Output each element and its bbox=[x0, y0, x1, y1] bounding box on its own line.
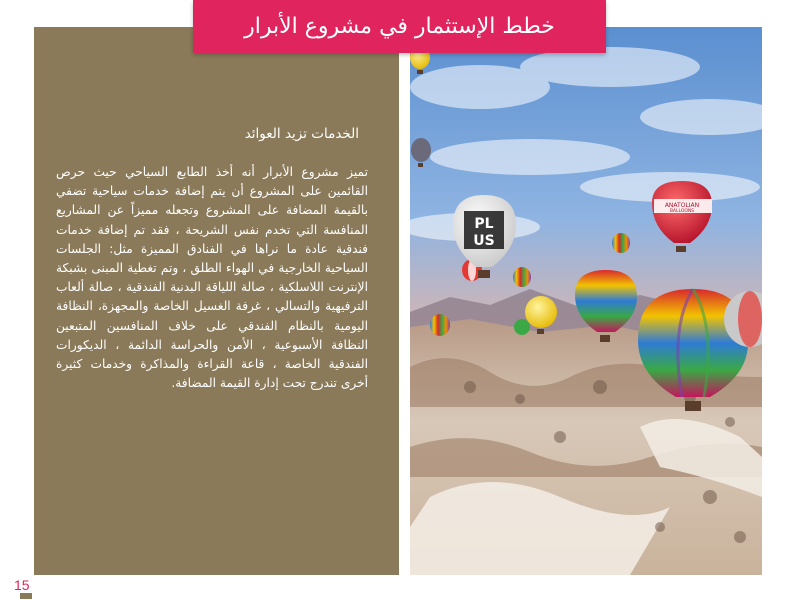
text-panel bbox=[34, 27, 399, 575]
page-title bbox=[193, 0, 606, 53]
page-number: 15 bbox=[14, 577, 30, 593]
anatolian-balloon-text-1: ANATOLIAN bbox=[664, 202, 700, 209]
article-body: تميز مشروع الأبرار أنه أخذ الطابع السياحي حيث حرص القائمين على المشروع أن يتم إضافة خدمات سياحية تضفي بالقيمة المضافة على المشروع وتجعله مميزاً عن المشاريع المنافسة التي تخدم نفس الشريحة ، فقد تم إضافة خدمات فندقية عادة ما نراها في الفنادق المميزة مثل: الجلسات السياحية الخارجية في الهواء الطلق ، وتم تغطية المبنى بشبكة الإنترنت اللاسلكية ، صالة اللياقة البدنية الفندقية ، صالة ألعاب الترفيهية والتسالي ، غرفة الغسيل الخاصة والمجهزة، النظافة اليومية بالنظام الفندقي على خلاف المنافسين المتبعين النظافة الأسبوعية ، الأمن والحراسة الدائمة ، الديكورات الفندقية الخاصة ، قاعة القراءة والمذاكرة وخدمات كثيرة أخرى تندرج تحت إدارة القيمة المضافة. bbox=[56, 165, 368, 391]
anatolian-balloon-text-2: BALLOONS bbox=[669, 209, 695, 214]
section-heading: الخدمات تزيد العوائد bbox=[244, 126, 359, 142]
hot-air-balloons-photo bbox=[410, 27, 762, 575]
page-number-marker bbox=[20, 593, 32, 599]
plus-balloon-text-2: US bbox=[473, 233, 495, 249]
plus-balloon-text-1: PL bbox=[474, 216, 494, 232]
page-title-text: خطط الإستثمار في مشروع الأبرار bbox=[244, 14, 555, 39]
